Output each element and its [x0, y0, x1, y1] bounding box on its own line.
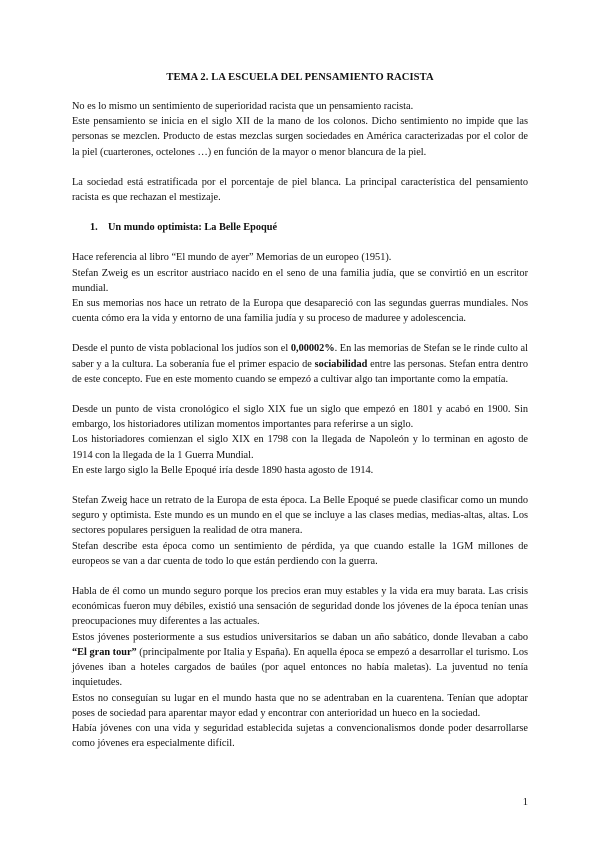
- bold-text: “El gran tour”: [72, 646, 137, 658]
- section-heading: [72, 220, 528, 235]
- section-number: 1.: [90, 222, 98, 234]
- paragraph: Stefan Zweig hace un retrato de la Europa de esta época. La Belle Epoqué se puede clasificar como un mundo seguro y optimista. Este mundo es un mundo en el que se incluye a las clases medias, medias-altas, altas. Los sectores populares persiguen la realidad de otra manera.: [72, 495, 528, 537]
- paragraph: En sus memorias nos hace un retrato de la Europa que desapareció con las segundas guerras mundiales. Nos cuenta cómo era la vida y entorno de una familia judía y su proceso de maduree y adolescencia.: [72, 298, 528, 325]
- paragraph: Había jóvenes con una vida y seguridad establecida sujetas a convencionalismos donde poder desarrollarse como jóvenes era especialmente difícil.: [72, 722, 528, 750]
- paragraph: Los historiadores comienzan el siglo XIX en 1798 con la llegada de Napoleón y lo terminan en agosto de 1914 con la llegada de la 1 Guerra Mundial.: [72, 434, 528, 461]
- text-run: (principalmente por Italia y España). En aquella época se empezó a desarrollar el turismo. Los jóvenes iban a hoteles cargados de baúles (por aquel entonces no había maletas). La juventud no tenía inquietudes.: [72, 646, 528, 689]
- text-run: Estos jóvenes posteriormente a sus estudios universitarios se daban un año sabático, donde llevaban a cabo: [72, 631, 528, 643]
- text-run: entre las personas. Stefan entra dentro de este concepto. Fue en este momento cuando se empezó a cultivar algo tan importante como la empatía.: [72, 358, 528, 385]
- text-run: Desde el punto de vista poblacional los judíos son el: [72, 343, 291, 355]
- document-title: TEMA 2. LA ESCUELA DEL PENSAMIENTO RACISTA: [166, 72, 434, 83]
- paragraph: En este largo siglo la Belle Epoqué iría desde 1890 hasta agosto de 1914.: [72, 464, 374, 476]
- paragraph: [72, 341, 528, 387]
- paragraph: No es lo mismo un sentimiento de superioridad racista que un pensamiento racista.: [72, 101, 414, 112]
- paragraph: Stefan describe esta época como un sentimiento de pérdida, ya que cuando estalle la 1GM millones de europeos se van a dar cuenta de todo lo que están perdiendo con la guerra.: [72, 540, 528, 567]
- paragraph: Desde un punto de vista cronológico el siglo XIX fue un siglo que empezó en 1801 y acabó en 1900. Sin embargo, los historiadores utilizan momentos importantes para referirse a un siglo.: [72, 404, 528, 431]
- page-number: 1: [522, 797, 528, 808]
- paragraph: [72, 630, 528, 691]
- bold-text: 0,00002%: [290, 343, 335, 355]
- paragraph: Habla de él como un mundo seguro porque los precios eran muy estables y la vida era muy barata. Las crisis económicas fueron muy débiles, existió una sensación de seguridad donde los jóvenes de la época tenían unas preocupaciones muy diferentes a las actuales.: [72, 586, 528, 628]
- paragraph: La sociedad está estratificada por el porcentaje de piel blanca. La principal característica del pensamiento racista es que rechazan el mestizaje.: [72, 176, 528, 204]
- bold-text: sociabilidad: [314, 358, 368, 370]
- section-title: Un mundo optimista: La Belle Epoqué: [108, 222, 278, 234]
- paragraph: Stefan Zweig es un escritor austriaco nacido en el seno de una familia judía, que se convirtió en un escritor mundial.: [72, 267, 528, 294]
- paragraph: Este pensamiento se inicia en el siglo XII de la mano de los colonos. Dicho sentimiento no impide que las personas se mezclen. Producto de estas mezclas surgen sociedades en América caracterizadas por el color de la piel (cuarterones, octelones …) en función de la mayor o menor blancura de la piel.: [72, 116, 528, 158]
- document-body: [72, 99, 528, 751]
- paragraph: Hace referencia al libro “El mundo de ayer” Memorias de un europeo (1951).: [72, 252, 392, 264]
- paragraph: Estos no conseguían su lugar en el mundo hasta que no se adentraban en la cuarentena. Tenían que adoptar poses de sociedad para aparentar mayor edad y encontrar con anterioridad un hueco en la sociedad.: [72, 692, 528, 719]
- text-run: . En las memorias de Stefan se le rinde culto al saber y a la cultura. La soberanía fue el primer espacio de: [72, 343, 528, 370]
